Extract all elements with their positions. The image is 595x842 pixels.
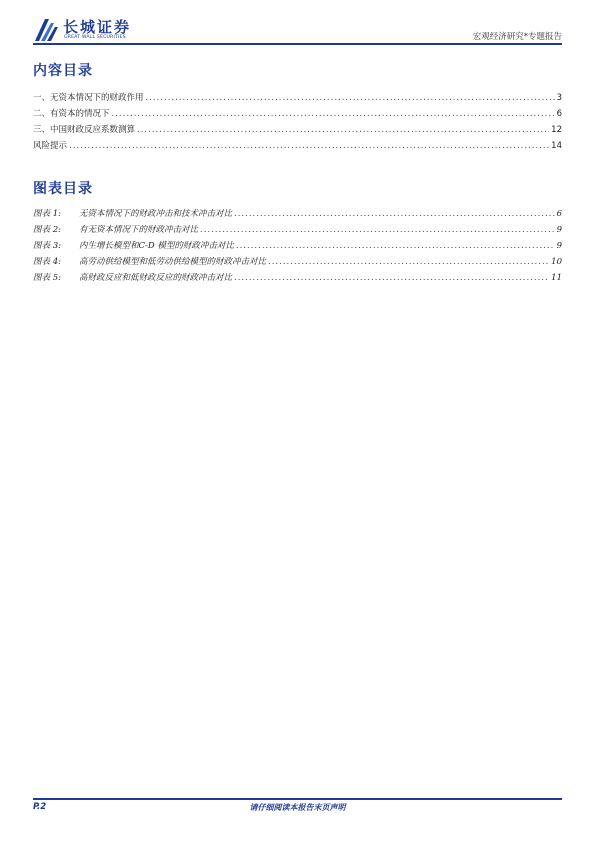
toc-item[interactable] xyxy=(33,91,562,107)
great-wall-logo-icon xyxy=(33,17,59,43)
figure-item-num: 图表 4: xyxy=(33,257,61,267)
toc-item[interactable] xyxy=(33,139,562,155)
toc-item-label: 风险提示 xyxy=(33,141,68,151)
leader-dots xyxy=(112,109,555,119)
page-number: P.2 xyxy=(33,802,47,812)
toc-list xyxy=(33,91,562,155)
figure-item-num: 图表 1: xyxy=(33,209,61,219)
leader-dots xyxy=(236,241,555,251)
figure-item-num: 图表 2: xyxy=(33,225,61,235)
footer-disclaimer: 请仔细阅读本报告末页声明 xyxy=(249,803,346,812)
figure-item-page: 9 xyxy=(556,241,562,251)
figure-item-page: 10 xyxy=(551,257,562,267)
figure-item-page: 11 xyxy=(551,273,562,283)
figure-item-label: 内生增长模型和C-D 模型的财政冲击对比 xyxy=(79,241,234,251)
toc-item-label: 二、有资本的情况下 xyxy=(33,109,110,119)
figure-item-num: 图表 5: xyxy=(33,273,61,283)
toc-item-page: 6 xyxy=(556,109,562,119)
figure-item[interactable] xyxy=(33,271,562,287)
toc-title: 内容目录 xyxy=(33,63,93,79)
leader-dots xyxy=(234,209,555,219)
toc-item[interactable] xyxy=(33,123,562,139)
figure-item-label: 高财政反应和低财政反应的财政冲击对比 xyxy=(79,273,233,283)
leader-dots xyxy=(268,257,549,267)
header-divider xyxy=(33,43,562,45)
toc-item-page: 12 xyxy=(551,125,562,135)
figure-item-num: 图表 3: xyxy=(33,241,61,251)
company-name-en: GREAT WALL SECURITIES xyxy=(64,35,126,40)
figure-item[interactable] xyxy=(33,239,562,255)
figure-item[interactable] xyxy=(33,255,562,271)
figure-item[interactable] xyxy=(33,223,562,239)
leader-dots xyxy=(146,93,555,103)
figure-item[interactable] xyxy=(33,207,562,223)
figure-item-page: 6 xyxy=(556,209,562,219)
figure-item-page: 9 xyxy=(556,225,562,235)
toc-item-label: 三、中国财政反应系数测算 xyxy=(33,125,136,135)
toc-item-label: 一、无资本情况下的财政作用 xyxy=(33,93,144,103)
page-header xyxy=(33,14,562,46)
leader-dots xyxy=(234,273,549,283)
toc-item[interactable] xyxy=(33,107,562,123)
leader-dots xyxy=(69,141,549,151)
figure-item-label: 无资本情况下的财政冲击和技术冲击对比 xyxy=(79,209,233,219)
report-type: 宏观经济研究*专题报告 xyxy=(472,32,562,42)
toc-item-page: 3 xyxy=(556,93,562,103)
toc-item-page: 14 xyxy=(551,141,562,151)
leader-dots xyxy=(200,225,555,235)
figures-title: 图表目录 xyxy=(33,181,93,197)
figure-item-label: 高劳动供给模型和低劳动供给模型的财政冲击对比 xyxy=(79,257,267,267)
figures-list xyxy=(33,207,562,287)
leader-dots xyxy=(137,125,549,135)
footer-divider xyxy=(33,798,562,800)
figure-item-label: 有无资本情况下的财政冲击对比 xyxy=(79,225,199,235)
company-name-cn: 长城证券 xyxy=(63,18,132,36)
